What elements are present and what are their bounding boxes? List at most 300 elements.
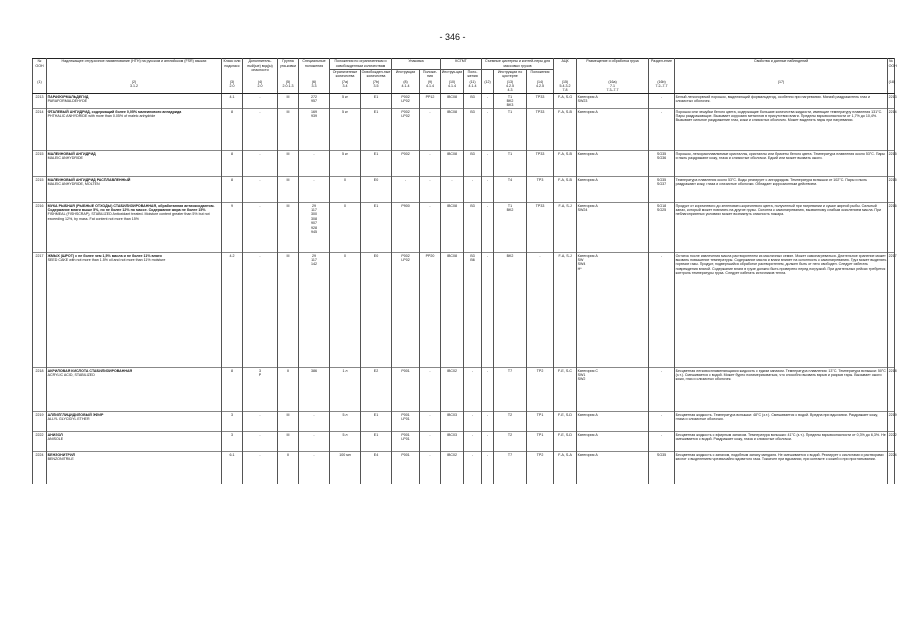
packing-provision-cell bbox=[420, 109, 441, 151]
special-provisions-cell bbox=[299, 151, 330, 177]
packing-instruction: P001 bbox=[401, 368, 410, 373]
header-packing: Упаковка bbox=[392, 59, 441, 70]
stowage: Категория A bbox=[577, 151, 598, 156]
packing-group: III bbox=[286, 203, 290, 208]
special-provisions: 29 117 300 308 907 928 945 bbox=[311, 203, 317, 235]
colnum-14: (14) 4.2.5 bbox=[527, 79, 554, 94]
tank-provision: TP2 bbox=[536, 452, 544, 457]
class: 4.2 bbox=[229, 253, 235, 258]
tank-instruction: T1 bbox=[507, 151, 513, 156]
name-english: ALLYL GLYCIDYL ETHER bbox=[47, 416, 90, 421]
un-number-right: 2216 bbox=[888, 203, 897, 208]
colnum-16a: (16a) 7.1 7.3–7.7 bbox=[577, 79, 649, 94]
tank-provision-cell bbox=[527, 151, 554, 177]
ibc-provision: - bbox=[471, 432, 474, 437]
tank-provision: - bbox=[539, 253, 541, 258]
ibc-provision-cell bbox=[464, 177, 482, 203]
un-number: 2213 bbox=[35, 94, 44, 99]
segregation: - bbox=[660, 412, 663, 417]
un-number: 2215 bbox=[35, 151, 44, 156]
limited-quantity-cell bbox=[330, 203, 361, 253]
un-number-right: 2217 bbox=[888, 253, 897, 258]
subsidiary-hazard-cell bbox=[243, 94, 278, 109]
special-provisions-cell bbox=[299, 368, 330, 412]
packing-provision-cell bbox=[420, 432, 441, 452]
proper-shipping-name-cell bbox=[47, 94, 222, 109]
packing-instruction-cell bbox=[392, 452, 420, 484]
limited-quantity: 5 л bbox=[342, 412, 348, 417]
subsidiary-hazard: - bbox=[259, 432, 261, 437]
proper-shipping-name-cell bbox=[47, 109, 222, 151]
tank-instruction-cell bbox=[494, 151, 527, 177]
ibc-provision-cell bbox=[464, 432, 482, 452]
limited-quantity-cell bbox=[330, 368, 361, 412]
excepted-quantity-cell bbox=[361, 253, 392, 368]
header-special-provisions: Специальные положения bbox=[299, 59, 330, 80]
tank-instruction: T1 BK2 bbox=[506, 203, 514, 212]
packing-provision: - bbox=[429, 452, 431, 457]
limited-quantity-cell bbox=[330, 177, 361, 203]
stowage-cell bbox=[577, 368, 649, 412]
properties-cell bbox=[675, 203, 888, 253]
ibc-provision: B3 bbox=[470, 203, 475, 208]
packing-instruction-cell bbox=[392, 109, 420, 151]
table-body bbox=[33, 94, 895, 484]
un-number-cell bbox=[33, 432, 47, 452]
name-russian: БЕНЗОНИТРИЛ bbox=[47, 452, 76, 457]
col12-value-cell bbox=[482, 109, 494, 151]
name-russian: МАЛЕИНОВЫЙ АНГИДРИД bbox=[47, 151, 96, 156]
un-number-right: 2214 bbox=[888, 109, 897, 114]
limited-quantity: 1 л bbox=[342, 368, 348, 373]
ibc-instruction-cell bbox=[441, 203, 464, 253]
name-russian: ПАРАФОРМАЛЬДЕГИД bbox=[47, 94, 89, 99]
excepted-quantity: E1 bbox=[373, 151, 379, 156]
header-ibc-provisions: Поло-жения bbox=[464, 69, 482, 79]
tank-provision: TP33 bbox=[535, 109, 545, 114]
subsidiary-hazard: - bbox=[259, 253, 261, 258]
subsidiary-hazard-cell bbox=[243, 368, 278, 412]
excepted-quantity-cell bbox=[361, 368, 392, 412]
header-packing-group: Группа упа-ковки bbox=[278, 59, 299, 80]
excepted-quantity: E1 bbox=[373, 94, 379, 99]
un-number-right-cell bbox=[888, 203, 895, 253]
ems-code: F-E, S-D bbox=[558, 432, 573, 437]
ems-code: F-A, S-B bbox=[558, 151, 572, 156]
ems-code-cell bbox=[554, 412, 577, 432]
ibc-instruction-cell bbox=[441, 412, 464, 432]
packing-instruction-cell bbox=[392, 368, 420, 412]
un-number-right: 2215 bbox=[888, 151, 897, 156]
ems-code-cell bbox=[554, 368, 577, 412]
limited-quantity: 5 л bbox=[342, 432, 348, 437]
un-number-right: 2213 bbox=[888, 94, 897, 99]
header-limited-excepted: Положения по ограниченным и освобожденным количествам bbox=[330, 59, 392, 70]
ibc-provision-cell bbox=[464, 109, 482, 151]
properties: Бесцветная жидкость с запахом, подобным запаху миндаля. Не смешивается с водой. Реагирует с кислотами и растворами кислот с выделением чрезвычайно ядовитого газа. Токсичен при вдыхании, при контакте с кожей и при проглатывании. bbox=[675, 452, 884, 461]
ems-code-cell bbox=[554, 452, 577, 484]
un-number-cell bbox=[33, 203, 47, 253]
ibc-provision-cell bbox=[464, 94, 482, 109]
stowage-cell bbox=[577, 253, 649, 368]
name-russian: МУКА РЫБНАЯ (РЫБНЫЕ ОТХОДЫ) СТАБИЛИЗИРОВАННАЯ, обработанная антиоксидантом. Содержание влаги выше 5%, но не более 12% по массе. Содержание жира не более 15% bbox=[47, 203, 215, 212]
ibc-provision: - bbox=[471, 177, 474, 182]
stowage-cell bbox=[577, 109, 649, 151]
segregation: - bbox=[660, 432, 663, 437]
packing-provision-cell bbox=[420, 177, 441, 203]
table-row bbox=[33, 452, 895, 484]
colnum-9: (9) 4.1.4 bbox=[420, 79, 441, 94]
colnum-16b: (16b) 7.2–7.7 bbox=[649, 79, 675, 94]
ems-code-cell bbox=[554, 94, 577, 109]
un-number: 2215 bbox=[35, 177, 44, 182]
special-provisions: 272 957 bbox=[311, 94, 317, 103]
header-class: Класс или подкласс bbox=[222, 59, 243, 80]
excepted-quantity: E1 bbox=[373, 432, 379, 437]
tank-instruction-cell bbox=[494, 177, 527, 203]
segregation-cell bbox=[649, 452, 675, 484]
properties: Бесцветная жидкость с эфирным запахом. Температура вспышки: 41°C (з.т.). Пределы взрывоопасности от 0,3% до 6,3%. Не смешивается с водой. Раздражает кожу, глаза и слизистые оболочки. bbox=[675, 432, 886, 441]
colnum-17: (17) bbox=[675, 79, 888, 94]
tank-provision: TP33 bbox=[535, 203, 545, 208]
packing-group-cell bbox=[278, 151, 299, 177]
tank-instruction-cell bbox=[494, 203, 527, 253]
ems-code-cell bbox=[554, 432, 577, 452]
segregation: SG35 bbox=[656, 452, 667, 457]
un-number: 2222 bbox=[35, 432, 44, 437]
subsidiary-hazard-cell bbox=[243, 412, 278, 432]
ems-code: F-E, S-C bbox=[558, 368, 573, 373]
subsidiary-hazard: - bbox=[259, 109, 261, 114]
col12-value: - bbox=[486, 368, 489, 373]
segregation-cell bbox=[649, 432, 675, 452]
dangerous-goods-list bbox=[32, 58, 897, 484]
col12-value-cell bbox=[482, 452, 494, 484]
ibc-instruction: IBC08 bbox=[447, 151, 458, 156]
name-russian: ЖМЫХ (ШРОТ) с не более чем 1,5% масла и не более 11% влаги bbox=[47, 253, 162, 258]
ibc-instruction: IBC03 bbox=[447, 412, 458, 417]
un-number-cell bbox=[33, 94, 47, 109]
col12-value: - bbox=[486, 94, 489, 99]
colnum-2: (2) 3.1.2 bbox=[47, 79, 222, 94]
colnum-8: (8) 4.1.4 bbox=[392, 79, 420, 94]
dangerous-goods-table bbox=[32, 58, 895, 484]
header-col12 bbox=[482, 69, 494, 79]
name-english: PHTHALIC ANHYDRIDE with more than 0.05% of maleic anhydride bbox=[47, 113, 156, 118]
un-number-right: 2218 bbox=[888, 368, 897, 373]
special-provisions-cell bbox=[299, 432, 330, 452]
packing-group-cell bbox=[278, 253, 299, 368]
un-number-right-cell bbox=[888, 177, 895, 203]
properties-cell bbox=[675, 109, 888, 151]
limited-quantity-cell bbox=[330, 432, 361, 452]
packing-group-cell bbox=[278, 432, 299, 452]
limited-quantity-cell bbox=[330, 109, 361, 151]
un-number-cell bbox=[33, 177, 47, 203]
stowage: Категория A SW SW4 H* bbox=[577, 253, 598, 271]
class-cell bbox=[222, 368, 243, 412]
proper-shipping-name-cell bbox=[47, 203, 222, 253]
packing-provision: - bbox=[429, 368, 431, 373]
header-segregation: Раздел-ение bbox=[649, 59, 675, 80]
table-row bbox=[33, 151, 895, 177]
ibc-provision: B3 B6 bbox=[470, 253, 475, 262]
header-packing-instructions: Инструкции bbox=[392, 69, 420, 79]
special-provisions: - bbox=[313, 432, 315, 437]
special-provisions: - bbox=[313, 452, 315, 457]
stowage: Категория A bbox=[577, 452, 598, 457]
tank-instruction: BK2 bbox=[506, 253, 514, 258]
stowage-cell bbox=[577, 432, 649, 452]
name-english: BENZONITRILE bbox=[47, 456, 74, 461]
class-cell bbox=[222, 432, 243, 452]
table-row bbox=[33, 109, 895, 151]
class-cell bbox=[222, 452, 243, 484]
subsidiary-hazard: - bbox=[259, 151, 261, 156]
ibc-instruction-cell bbox=[441, 109, 464, 151]
limited-quantity-cell bbox=[330, 253, 361, 368]
packing-group: III bbox=[286, 177, 290, 182]
col12-value: - bbox=[486, 203, 489, 208]
un-number-right-cell bbox=[888, 432, 895, 452]
packing-provision-cell bbox=[420, 452, 441, 484]
properties: Бесцветная легковоспламеняющаяся жидкость с едким запахом. Температура плавления: 13°C. Температура вспышки: 50°C (з.т.). Смешивается с водой. Может бурно полимеризоваться, что способно вызвать взрыв и разрыв тары. Вызывает ожоги кожи, глаз и слизистых оболочек. bbox=[675, 368, 886, 382]
un-number: 2216 bbox=[35, 203, 44, 208]
limited-quantity-cell bbox=[330, 452, 361, 484]
colnum-7b: (7b) 3.5 bbox=[361, 79, 392, 94]
limited-quantity: 0 bbox=[344, 203, 346, 208]
header-ibc-instructions: Инструк-ции bbox=[441, 69, 464, 79]
name-russian: АКРИЛОВАЯ КИСЛОТА СТАБИЛИЗИРОВАННАЯ bbox=[47, 368, 133, 373]
ibc-instruction-cell bbox=[441, 177, 464, 203]
special-provisions-cell bbox=[299, 94, 330, 109]
excepted-quantity: E2 bbox=[373, 368, 379, 373]
col12-value-cell bbox=[482, 432, 494, 452]
colnum-6: (6) 3.3 bbox=[299, 79, 330, 94]
col12-value-cell bbox=[482, 94, 494, 109]
packing-instruction: - bbox=[404, 177, 407, 182]
ibc-provision-cell bbox=[464, 368, 482, 412]
stowage: Категория A bbox=[577, 109, 598, 114]
proper-shipping-name-cell bbox=[47, 452, 222, 484]
limited-quantity: 0 bbox=[344, 177, 346, 182]
colnum-10: (10) 4.1.4 bbox=[441, 79, 464, 94]
packing-instruction: P002 LP02 bbox=[401, 109, 410, 118]
ibc-instruction: IBC03 bbox=[447, 432, 458, 437]
class: 4.1 bbox=[229, 94, 235, 99]
segregation: - bbox=[660, 94, 663, 99]
subsidiary-hazard-cell bbox=[243, 253, 278, 368]
packing-instruction-cell bbox=[392, 94, 420, 109]
colnum-3: (3) 2.0 bbox=[222, 79, 243, 94]
name-russian: МАЛЕИНОВЫЙ АНГИДРИД РАСПЛАВЛЕННЫЙ bbox=[47, 177, 131, 182]
table-row bbox=[33, 253, 895, 368]
packing-provision: - bbox=[429, 109, 431, 114]
ems-code: F-A, S-B bbox=[558, 109, 572, 114]
segregation: SG18 SG25 bbox=[656, 203, 667, 212]
header-tank-instructions: Инструкции по цистерне bbox=[494, 69, 527, 79]
colnum-12: (12) bbox=[482, 79, 494, 94]
un-number-cell bbox=[33, 151, 47, 177]
class: 3 bbox=[231, 432, 233, 437]
packing-provision: - bbox=[429, 412, 431, 417]
proper-shipping-name-cell bbox=[47, 253, 222, 368]
class-cell bbox=[222, 253, 243, 368]
colnum-7a: (7a) 3.4 bbox=[330, 79, 361, 94]
tank-instruction-cell bbox=[494, 412, 527, 432]
packing-provision-cell bbox=[420, 203, 441, 253]
un-number-right-cell bbox=[888, 368, 895, 412]
un-number-right: 2219 bbox=[888, 412, 897, 417]
col12-value: - bbox=[486, 452, 489, 457]
limited-quantity: 100 мл bbox=[339, 452, 351, 457]
excepted-quantity: E1 bbox=[373, 412, 379, 417]
name-english: MALEIC ANHYDRIDE, MOLTEN bbox=[47, 181, 100, 186]
tank-instruction: T2 bbox=[507, 432, 513, 437]
properties: Продукт от коричневого до зеленовато-коричневого цвета, полученный при нагревании и сушке жирной рыбы. Сильный запах, который может повлиять на другие грузы. Склонна к самонагреванию, вызванному слабым окислением масла. При неблагоприятных условиях может возникнуть опасность пожара. bbox=[675, 203, 882, 217]
packing-provision-cell bbox=[420, 368, 441, 412]
packing-group-cell bbox=[278, 94, 299, 109]
packing-provision: PP12 bbox=[425, 94, 435, 99]
table-row bbox=[33, 368, 895, 412]
ibc-provision: - bbox=[471, 452, 474, 457]
properties-cell bbox=[675, 151, 888, 177]
ibc-instruction: IBC08 bbox=[447, 94, 458, 99]
ems-code: F-E, S-D bbox=[558, 412, 573, 417]
packing-provision-cell bbox=[420, 151, 441, 177]
segregation: - bbox=[660, 109, 663, 114]
excepted-quantity-cell bbox=[361, 177, 392, 203]
subsidiary-hazard-cell bbox=[243, 432, 278, 452]
tank-provision-cell bbox=[527, 109, 554, 151]
subsidiary-hazard-cell bbox=[243, 109, 278, 151]
colnum-18: (18) bbox=[888, 79, 895, 94]
properties: Порошок, легкорасплавляемые кристаллы, кристаллы или брикеты белого цвета. Температура плавления около 53°C. Пары и пыль раздражают кожу, глаза и слизистые оболочки. Едкий или может вызвать ожоги. bbox=[675, 151, 886, 160]
proper-shipping-name-cell bbox=[47, 177, 222, 203]
packing-instruction-cell bbox=[392, 412, 420, 432]
stowage: Категория A SW23 bbox=[577, 94, 598, 103]
tank-instruction-cell bbox=[494, 253, 527, 368]
segregation-cell bbox=[649, 94, 675, 109]
properties: Порошок или чешуйки белого цвета, содержащие большие количества жидкости, имеющие температуру плавления 131°C. Пары раздражающие. Вызывает коррозию металлов в присутствии влаги. Пределы взрывоопасности от 1,7% до 10,4%. Вызывает сильное раздражение глаз, кожи и слизистых оболочек. Может выделять пары при нагревании. bbox=[675, 109, 883, 123]
special-provisions: - bbox=[313, 412, 315, 417]
ems-code: F-A, S-J bbox=[558, 203, 572, 208]
excepted-quantity: E1 bbox=[373, 109, 379, 114]
col12-value-cell bbox=[482, 177, 494, 203]
segregation: - bbox=[660, 368, 663, 373]
packing-group-cell bbox=[278, 177, 299, 203]
class-cell bbox=[222, 151, 243, 177]
proper-shipping-name-cell bbox=[47, 432, 222, 452]
un-number: 2219 bbox=[35, 412, 44, 417]
stowage: Категория A bbox=[577, 412, 598, 417]
excepted-quantity-cell bbox=[361, 94, 392, 109]
packing-provision: - bbox=[429, 432, 431, 437]
subsidiary-hazard-cell bbox=[243, 151, 278, 177]
name-english: PARAFORMALDEHYDE bbox=[47, 98, 88, 103]
excepted-quantity-cell bbox=[361, 412, 392, 432]
ibc-instruction-cell bbox=[441, 94, 464, 109]
table-row bbox=[33, 412, 895, 432]
special-provisions-cell bbox=[299, 412, 330, 432]
proper-shipping-name-cell bbox=[47, 368, 222, 412]
col12-value-cell bbox=[482, 368, 494, 412]
segregation-cell bbox=[649, 412, 675, 432]
ibc-provision-cell bbox=[464, 151, 482, 177]
packing-instruction: P002 bbox=[401, 151, 410, 156]
limited-quantity-cell bbox=[330, 94, 361, 109]
ibc-instruction-cell bbox=[441, 452, 464, 484]
excepted-quantity: E0 bbox=[373, 177, 379, 182]
properties-cell bbox=[675, 412, 888, 432]
ibc-provision-cell bbox=[464, 203, 482, 253]
name-english: MALEIC ANHYDRIDE bbox=[47, 155, 83, 160]
tank-instruction: T1 bbox=[507, 109, 513, 114]
un-number-cell bbox=[33, 452, 47, 484]
name-english: FISHMEAL (FISHSCRAP), STABILIZED Antioxidant treated. Moisture content greater than 5% but not exceeding 12%, by mass. Fat content not more than 15% bbox=[47, 212, 210, 221]
segregation-cell bbox=[649, 368, 675, 412]
special-provisions: - bbox=[313, 151, 315, 156]
ibc-instruction: IBC08 bbox=[447, 203, 458, 208]
properties: Остаток после извлечения масла растворителем из масличных семян. Может самонагреваться. Длительное хранение может вызвать повышение температуры. Содержание масла и влаги влияет на склонность к самонагреванию. Груз может выделять горючие газы. Продукт, подвергшийся обработке растворителем, должен быть от него свободен. Следует избегать повреждения влагой. Содержание влаги в грузе должно быть проверено перед погрузкой. При длительных рейсах требуется контроль температуры груза. Следует избегать источников тепла. bbox=[675, 253, 887, 276]
tank-instruction: T4 bbox=[507, 177, 513, 182]
stowage: Категория A bbox=[577, 177, 598, 182]
packing-instruction: P001 bbox=[401, 452, 410, 457]
ems-code-cell bbox=[554, 203, 577, 253]
special-provisions-cell bbox=[299, 452, 330, 484]
properties-cell bbox=[675, 452, 888, 484]
packing-instruction-cell bbox=[392, 177, 420, 203]
limited-quantity: 5 кг bbox=[342, 94, 348, 99]
ibc-instruction: IBC08 bbox=[447, 253, 458, 258]
un-number-right: 2222 bbox=[888, 432, 897, 437]
un-number: 2214 bbox=[35, 109, 44, 114]
excepted-quantity: E1 bbox=[373, 203, 379, 208]
un-number: 2218 bbox=[35, 368, 44, 373]
un-number-right-cell bbox=[888, 412, 895, 432]
class: 8 bbox=[231, 368, 233, 373]
properties-cell bbox=[675, 368, 888, 412]
class: 6.1 bbox=[229, 452, 235, 457]
class: 8 bbox=[231, 151, 233, 156]
un-number-cell bbox=[33, 109, 47, 151]
excepted-quantity-cell bbox=[361, 432, 392, 452]
packing-group: III bbox=[286, 412, 290, 417]
name-russian: АЛЛИЛГЛИЦИДИЛОВЫЙ ЭФИР bbox=[47, 412, 104, 417]
tank-instruction-cell bbox=[494, 432, 527, 452]
stowage: Категория A SW24 bbox=[577, 203, 598, 212]
name-russian: АНИЗОЛ bbox=[47, 432, 63, 437]
tank-instruction: T7 bbox=[507, 452, 513, 457]
colnum-5: (5) 2.0.1.3 bbox=[278, 79, 299, 94]
class: 9 bbox=[231, 203, 233, 208]
proper-shipping-name-cell bbox=[47, 412, 222, 432]
class-cell bbox=[222, 412, 243, 432]
un-number: 2224 bbox=[35, 452, 44, 457]
special-provisions: 386 bbox=[311, 368, 317, 373]
limited-quantity: 0 bbox=[344, 253, 346, 258]
packing-group-cell bbox=[278, 368, 299, 412]
stowage-cell bbox=[577, 452, 649, 484]
tank-instruction-cell bbox=[494, 452, 527, 484]
tank-instruction-cell bbox=[494, 368, 527, 412]
ibc-provision-cell bbox=[464, 253, 482, 368]
colnum-11: (11) 4.1.4 bbox=[464, 79, 482, 94]
packing-instruction: P001 LP01 bbox=[401, 412, 410, 421]
un-number-cell bbox=[33, 412, 47, 432]
packing-instruction-cell bbox=[392, 203, 420, 253]
packing-provision: - bbox=[429, 203, 431, 208]
